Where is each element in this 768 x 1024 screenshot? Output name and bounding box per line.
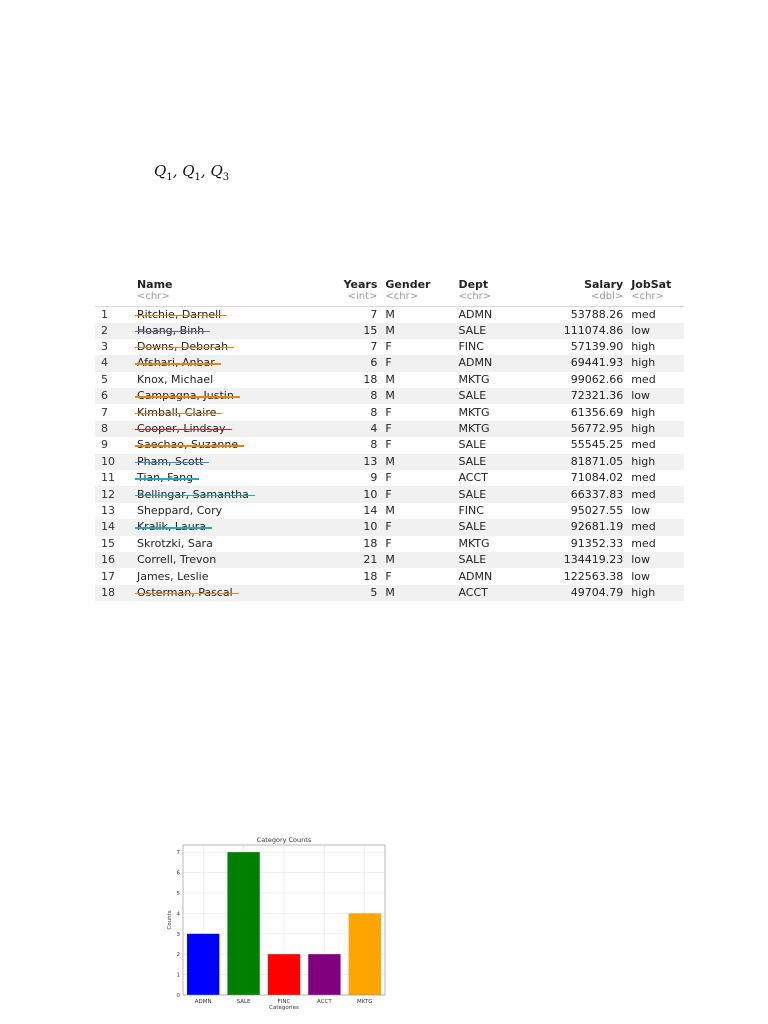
cell-dept: SALE	[458, 389, 487, 403]
cell-name	[133, 568, 321, 584]
row-number: 6	[101, 389, 108, 403]
strikethrough-mark	[135, 445, 244, 446]
cell-years: 9	[370, 471, 378, 485]
quartile-formula: $Q_1$, $Q_1$, $Q_3$	[154, 162, 230, 183]
cell-name	[133, 519, 321, 535]
row-number: 9	[101, 438, 108, 452]
table-row	[95, 454, 684, 470]
cell-salary: 66337.83	[570, 487, 624, 501]
employee-name: Sheppard, Cory	[136, 503, 223, 517]
row-number: 7	[101, 405, 108, 419]
table-row	[95, 585, 684, 601]
strikethrough-mark	[135, 363, 221, 364]
header-salary: Salary <dbl>	[584, 278, 624, 302]
row-number: 18	[101, 585, 115, 599]
cell-years: 21	[363, 553, 378, 567]
formula-q: Q	[182, 162, 195, 180]
formula-sub: 1	[194, 172, 201, 183]
strikethrough-mark	[135, 331, 210, 332]
cell-name	[133, 404, 321, 420]
cell-name	[133, 486, 321, 502]
x-tick-label: MKTG	[357, 999, 373, 1005]
cell-dept: SALE	[458, 323, 487, 337]
table-row	[95, 388, 684, 404]
cell-jobsat: high	[631, 405, 656, 419]
employee-name: James, Leslie	[136, 569, 209, 583]
row-number: 15	[101, 536, 115, 550]
cell-years: 8	[370, 389, 378, 403]
cell-years: 7	[370, 340, 378, 354]
row-number: 17	[101, 569, 115, 583]
x-tick-label: FINC	[277, 999, 291, 1005]
cell-salary: 91352.33	[570, 536, 624, 550]
cell-salary: 49704.79	[570, 585, 624, 599]
cell-jobsat: med	[631, 487, 656, 501]
cell-gender: F	[385, 487, 392, 501]
cell-dept: SALE	[458, 520, 487, 534]
category-counts-chart	[163, 833, 389, 1011]
cell-gender: F	[385, 405, 392, 419]
table-header-row	[95, 273, 684, 306]
cell-name	[133, 388, 321, 404]
bar-acct	[308, 954, 340, 995]
cell-name	[133, 552, 321, 568]
row-number: 11	[101, 471, 115, 485]
cell-years: 14	[363, 503, 378, 517]
cell-gender: M	[385, 454, 395, 468]
cell-gender: F	[385, 569, 392, 583]
strikethrough-mark	[135, 527, 212, 528]
cell-jobsat: med	[631, 307, 656, 321]
header-jobsat: JobSat <chr>	[631, 278, 672, 302]
cell-salary: 57139.90	[570, 340, 624, 354]
cell-dept: FINC	[458, 503, 484, 517]
table-row	[95, 486, 684, 502]
cell-years: 6	[370, 356, 378, 370]
cell-dept: ACCT	[458, 585, 488, 599]
cell-gender: M	[385, 585, 395, 599]
table-row	[95, 536, 684, 552]
cell-salary: 99062.66	[570, 372, 624, 386]
row-number: 10	[101, 454, 115, 468]
y-tick-label: 1	[176, 972, 180, 979]
cell-dept: MKTG	[458, 405, 490, 419]
cell-years: 13	[363, 454, 378, 468]
cell-years: 4	[370, 422, 378, 436]
cell-jobsat: high	[631, 454, 656, 468]
formula-q: Q	[154, 162, 167, 180]
cell-years: 10	[363, 520, 378, 534]
cell-jobsat: med	[631, 372, 656, 386]
cell-gender: F	[385, 356, 392, 370]
table-row	[95, 306, 684, 323]
strikethrough-mark	[135, 396, 240, 397]
cell-salary: 69441.93	[570, 356, 624, 370]
cell-years: 18	[363, 569, 378, 583]
salary-table	[95, 273, 684, 601]
cell-years: 15	[363, 323, 378, 337]
row-number: 1	[101, 307, 108, 321]
y-tick-label: 4	[176, 911, 180, 918]
cell-dept: SALE	[458, 438, 487, 452]
y-tick-label: 2	[176, 952, 180, 959]
cell-name	[133, 339, 321, 355]
cell-name	[133, 536, 321, 552]
header-years: Years <int>	[343, 278, 378, 302]
cell-jobsat: low	[631, 389, 651, 403]
row-number: 5	[101, 372, 108, 386]
cell-dept: ACCT	[458, 471, 488, 485]
cell-gender: F	[385, 520, 392, 534]
cell-salary: 95027.55	[570, 503, 624, 517]
cell-dept: MKTG	[458, 422, 490, 436]
bar-mktg	[349, 913, 381, 995]
row-number: 3	[101, 340, 108, 354]
x-tick-label: ACCT	[317, 999, 332, 1005]
table-row	[95, 519, 684, 535]
cell-name	[133, 503, 321, 519]
data-frame-table	[95, 273, 684, 604]
cell-gender: M	[385, 323, 395, 337]
formula-sub: 3	[222, 172, 230, 183]
strikethrough-mark	[135, 429, 232, 430]
cell-dept: SALE	[458, 454, 487, 468]
cell-jobsat: low	[631, 553, 651, 567]
cell-salary: 61356.69	[570, 405, 624, 419]
cell-salary: 111074.86	[563, 323, 624, 337]
cell-jobsat: med	[631, 520, 656, 534]
cell-jobsat: low	[631, 503, 651, 517]
cell-salary: 81871.05	[570, 454, 624, 468]
cell-years: 8	[370, 405, 378, 419]
table-row	[95, 323, 684, 339]
y-tick-label: 3	[176, 931, 180, 938]
cell-name	[133, 323, 321, 339]
cell-gender: M	[385, 389, 395, 403]
formula-sub: 1	[166, 172, 173, 183]
cell-name	[133, 470, 321, 486]
cell-name	[133, 454, 321, 470]
cell-name	[133, 355, 321, 371]
bar-admn	[187, 934, 219, 995]
cell-dept: MKTG	[458, 536, 490, 550]
table-row	[95, 372, 684, 388]
formula-q: Q	[210, 162, 223, 180]
cell-jobsat: med	[631, 438, 656, 452]
cell-jobsat: low	[631, 323, 651, 337]
cell-jobsat: high	[631, 356, 656, 370]
table-row	[95, 437, 684, 453]
strikethrough-mark	[135, 593, 239, 594]
chart-title: Category Counts	[256, 836, 312, 844]
cell-gender: F	[385, 536, 392, 550]
table-row	[95, 503, 684, 519]
table-row	[95, 355, 684, 371]
cell-years: 18	[363, 536, 378, 550]
cell-salary: 71084.02	[570, 471, 624, 485]
cell-dept: FINC	[458, 340, 484, 354]
cell-jobsat: high	[631, 422, 656, 436]
table-row	[95, 339, 684, 355]
row-number: 2	[101, 323, 108, 337]
table-row	[95, 421, 684, 437]
cell-gender: F	[385, 438, 392, 452]
cell-jobsat: high	[631, 340, 656, 354]
x-tick-label: SALE	[236, 999, 251, 1005]
cell-dept: SALE	[458, 553, 487, 567]
cell-dept: ADMN	[458, 356, 493, 370]
cell-jobsat: high	[631, 585, 656, 599]
header-gender: Gender <chr>	[385, 278, 431, 302]
employee-name: Knox, Michael	[136, 372, 214, 386]
cell-years: 8	[370, 438, 378, 452]
strikethrough-mark	[135, 478, 199, 479]
cell-gender: F	[385, 422, 392, 436]
strikethrough-mark	[135, 462, 209, 463]
cell-salary: 53788.26	[570, 307, 624, 321]
table-row	[95, 552, 684, 568]
bar-finc	[268, 954, 300, 995]
cell-gender: M	[385, 553, 395, 567]
cell-salary: 56772.95	[570, 422, 624, 436]
y-tick-label: 0	[176, 993, 180, 999]
cell-name	[133, 585, 321, 601]
bar-sale	[227, 852, 259, 995]
cell-salary: 55545.25	[570, 438, 624, 452]
y-tick-label: 6	[176, 870, 180, 877]
cell-dept: ADMN	[458, 307, 493, 321]
cell-salary: 92681.19	[570, 520, 624, 534]
cell-years: 5	[370, 585, 378, 599]
cell-name	[133, 437, 321, 453]
cell-name	[133, 306, 321, 323]
strikethrough-mark	[135, 413, 222, 414]
row-number: 4	[101, 356, 108, 370]
x-tick-label: ADMN	[194, 999, 212, 1005]
row-number: 13	[101, 503, 115, 517]
cell-salary: 72321.36	[570, 389, 624, 403]
strikethrough-mark	[135, 315, 227, 316]
cell-jobsat: med	[631, 536, 656, 550]
header-dept: Dept <chr>	[458, 278, 492, 302]
row-number: 14	[101, 520, 115, 534]
table-body	[95, 306, 684, 601]
header-rownum	[95, 273, 133, 306]
cell-name	[133, 421, 321, 437]
x-axis-label: Categories	[269, 1005, 299, 1011]
cell-gender: F	[385, 471, 392, 485]
cell-years: 10	[363, 487, 378, 501]
cell-salary: 122563.38	[563, 569, 624, 583]
cell-jobsat: med	[631, 471, 656, 485]
cell-gender: F	[385, 340, 392, 354]
cell-gender: M	[385, 503, 395, 517]
table-row	[95, 470, 684, 486]
employee-name: Skrotzki, Sara	[136, 536, 213, 550]
y-tick-label: 7	[176, 850, 180, 857]
row-number: 12	[101, 487, 115, 501]
cell-jobsat: low	[631, 569, 651, 583]
header-name: Name <chr>	[136, 278, 173, 302]
row-number: 16	[101, 553, 115, 567]
row-number: 8	[101, 422, 108, 436]
cell-years: 7	[370, 307, 378, 321]
strikethrough-mark	[135, 347, 234, 348]
cell-dept: MKTG	[458, 372, 490, 386]
cell-gender: M	[385, 307, 395, 321]
cell-salary: 134419.23	[563, 553, 624, 567]
strikethrough-mark	[135, 495, 255, 496]
table-row	[95, 568, 684, 584]
cell-years: 18	[363, 372, 378, 386]
y-axis-label: Counts	[167, 910, 173, 930]
cell-dept: ADMN	[458, 569, 493, 583]
table-row	[95, 404, 684, 420]
employee-name: Correll, Trevon	[136, 553, 217, 567]
cell-gender: M	[385, 372, 395, 386]
cell-dept: SALE	[458, 487, 487, 501]
cell-name	[133, 372, 321, 388]
y-tick-label: 5	[176, 890, 180, 897]
